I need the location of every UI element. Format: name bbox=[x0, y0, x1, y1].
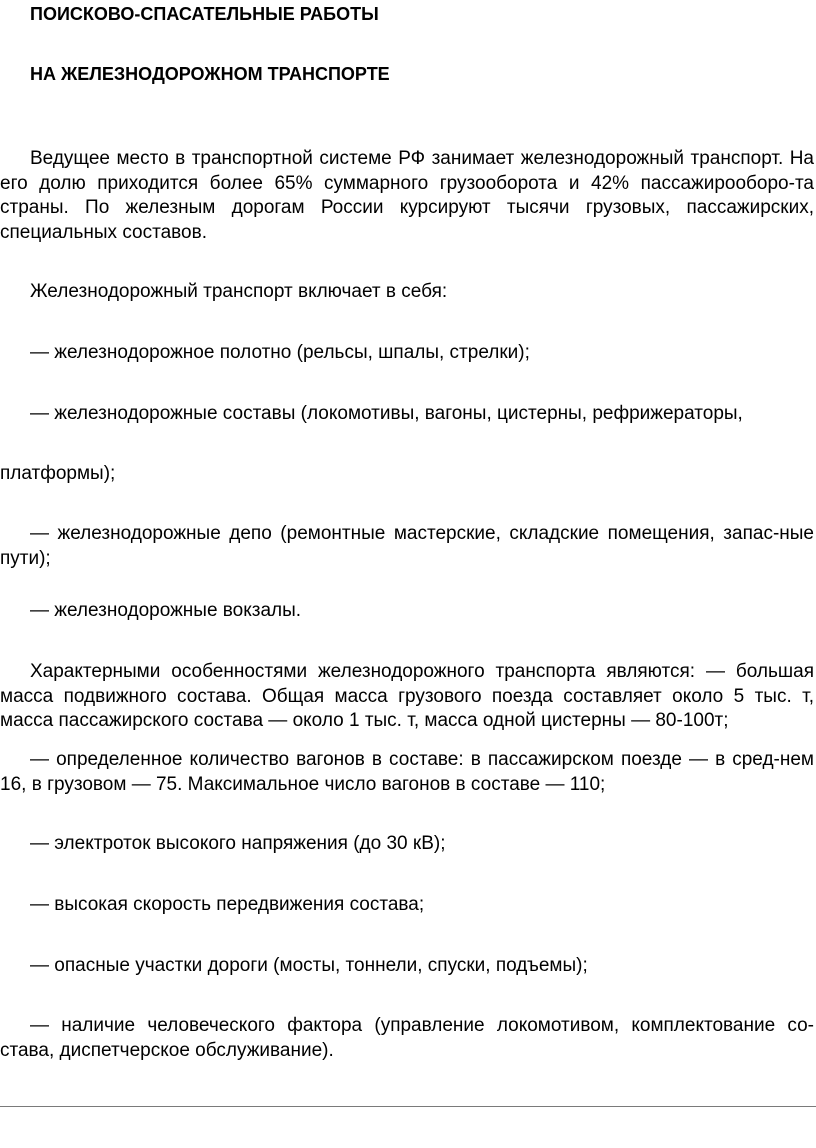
feature-item-4: — опасные участки дороги (мосты, тоннели, спуски, подъемы); bbox=[30, 955, 588, 976]
page-divider bbox=[0, 1106, 816, 1107]
feature-item-3: — высокая скорость передвижения состава; bbox=[30, 894, 425, 915]
feature-item-1-text: — определенное количество вагонов в составе: в пассажирском поезде — в сред-нем 16, в грузовом — 75. Максимальное число вагонов в составе — 110; bbox=[0, 749, 814, 795]
includes-heading: Железнодорожный транспорт включает в себя: bbox=[30, 281, 448, 302]
include-item-3 bbox=[0, 522, 814, 571]
intro-paragraph-text: Ведущее место в транспортной системе РФ занимает железнодорожный транспорт. На его долю приходится более 65% суммарного грузооборота и 42% пассажирооборо-та страны. По железным дорогам России курсируют тысячи грузовых, пассажирских, специальных составов. bbox=[0, 148, 814, 243]
title-line-1: ПОИСКОВО-СПАСАТЕЛЬНЫЕ РАБОТЫ bbox=[30, 4, 379, 24]
feature-item-1 bbox=[0, 748, 814, 797]
include-item-2: — железнодорожные составы (локомотивы, вагоны, цистерны, рефрижераторы, bbox=[30, 403, 743, 424]
features-paragraph-text: Характерными особенностями железнодорожного транспорта являются: — большая масса подвижного состава. Общая масса грузового поезда составляет около 5 тыс. т, масса пассажирского состава — около 1 тыс. т, масса одной цистерны — 80-100т; bbox=[0, 661, 814, 732]
include-item-1: — железнодорожное полотно (рельсы, шпалы, стрелки); bbox=[30, 342, 530, 363]
features-paragraph bbox=[0, 660, 814, 734]
include-item-3-text: — железнодорожные депо (ремонтные мастерские, складские помещения, запас-ные пути); bbox=[0, 523, 814, 569]
title-line-2: НА ЖЕЛЕЗНОДОРОЖНОМ ТРАНСПОРТЕ bbox=[30, 64, 390, 84]
include-item-4: — железнодорожные вокзалы. bbox=[30, 600, 302, 621]
feature-item-5-text: — наличие человеческого фактора (управление локомотивом, комплектование со-става, диспетчерское обслуживание). bbox=[0, 1015, 814, 1061]
intro-paragraph bbox=[0, 147, 814, 245]
include-item-2-continuation: платформы); bbox=[0, 463, 116, 484]
feature-item-2: — электроток высокого напряжения (до 30 кВ); bbox=[30, 833, 446, 854]
feature-item-5 bbox=[0, 1014, 814, 1063]
